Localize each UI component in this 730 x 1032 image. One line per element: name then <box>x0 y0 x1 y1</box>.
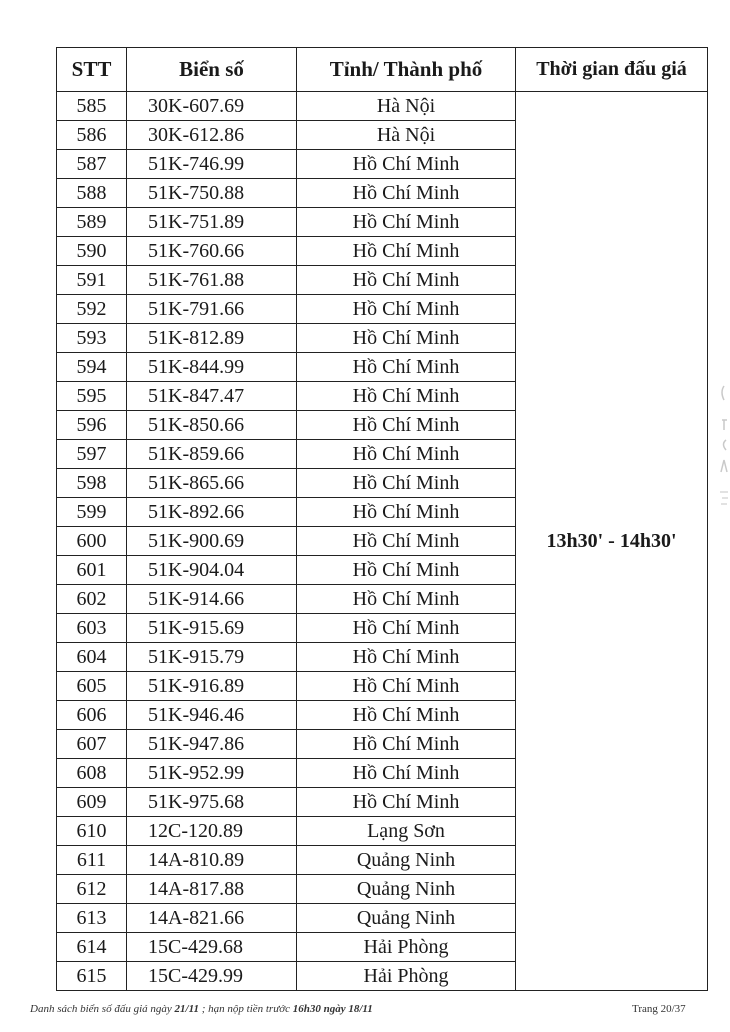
edge-stamp-fragment <box>718 380 730 510</box>
cell-stt: 603 <box>57 614 127 643</box>
cell-plate: 51K-844.99 <box>127 353 297 382</box>
plate-auction-table <box>56 47 708 991</box>
cell-stt: 611 <box>57 846 127 875</box>
cell-province: Hồ Chí Minh <box>297 672 516 701</box>
cell-province: Hà Nội <box>297 92 516 121</box>
cell-province: Hồ Chí Minh <box>297 759 516 788</box>
cell-plate: 51K-975.68 <box>127 788 297 817</box>
cell-plate: 51K-812.89 <box>127 324 297 353</box>
cell-province: Hồ Chí Minh <box>297 440 516 469</box>
cell-province: Hồ Chí Minh <box>297 208 516 237</box>
cell-stt: 607 <box>57 730 127 759</box>
cell-stt: 614 <box>57 933 127 962</box>
cell-plate: 51K-865.66 <box>127 469 297 498</box>
header-province: Tỉnh/ Thành phố <box>297 48 516 92</box>
cell-plate: 51K-952.99 <box>127 759 297 788</box>
cell-province: Hồ Chí Minh <box>297 527 516 556</box>
cell-plate: 51K-915.69 <box>127 614 297 643</box>
cell-plate: 51K-947.86 <box>127 730 297 759</box>
cell-stt: 597 <box>57 440 127 469</box>
footer-prefix: Danh sách biển số đấu giá ngày <box>30 1003 172 1015</box>
cell-stt: 591 <box>57 266 127 295</box>
cell-stt: 604 <box>57 643 127 672</box>
cell-province: Hồ Chí Minh <box>297 788 516 817</box>
header-stt: STT <box>57 48 127 92</box>
cell-plate: 51K-750.88 <box>127 179 297 208</box>
cell-plate: 51K-859.66 <box>127 440 297 469</box>
cell-plate: 51K-850.66 <box>127 411 297 440</box>
cell-province: Hồ Chí Minh <box>297 150 516 179</box>
cell-plate: 51K-916.89 <box>127 672 297 701</box>
footer-deadline: 16h30 ngày 18/11 <box>292 1003 373 1015</box>
cell-plate: 51K-847.47 <box>127 382 297 411</box>
cell-plate: 14A-810.89 <box>127 846 297 875</box>
cell-province: Hà Nội <box>297 121 516 150</box>
cell-stt: 608 <box>57 759 127 788</box>
cell-stt: 610 <box>57 817 127 846</box>
cell-province: Quảng Ninh <box>297 904 516 933</box>
cell-plate: 51K-900.69 <box>127 527 297 556</box>
cell-stt: 586 <box>57 121 127 150</box>
cell-stt: 590 <box>57 237 127 266</box>
cell-stt: 602 <box>57 585 127 614</box>
cell-plate: 51K-915.79 <box>127 643 297 672</box>
cell-plate: 51K-761.88 <box>127 266 297 295</box>
cell-province: Quảng Ninh <box>297 846 516 875</box>
cell-stt: 589 <box>57 208 127 237</box>
cell-province: Lạng Sơn <box>297 817 516 846</box>
cell-province: Hồ Chí Minh <box>297 179 516 208</box>
cell-plate: 51K-946.46 <box>127 701 297 730</box>
cell-province: Hồ Chí Minh <box>297 643 516 672</box>
cell-province: Hải Phòng <box>297 933 516 962</box>
cell-stt: 588 <box>57 179 127 208</box>
cell-province: Hồ Chí Minh <box>297 498 516 527</box>
cell-province: Hồ Chí Minh <box>297 469 516 498</box>
cell-province: Hồ Chí Minh <box>297 556 516 585</box>
header-auction-time: Thời gian đấu giá <box>516 48 708 92</box>
cell-stt: 599 <box>57 498 127 527</box>
cell-plate: 51K-760.66 <box>127 237 297 266</box>
header-plate: Biển số <box>127 48 297 92</box>
footer-note <box>30 1003 373 1015</box>
cell-province: Hồ Chí Minh <box>297 382 516 411</box>
cell-plate: 51K-746.99 <box>127 150 297 179</box>
cell-stt: 593 <box>57 324 127 353</box>
table-header-row <box>57 48 708 92</box>
cell-stt: 606 <box>57 701 127 730</box>
cell-plate: 51K-892.66 <box>127 498 297 527</box>
cell-province: Hồ Chí Minh <box>297 266 516 295</box>
cell-province: Hồ Chí Minh <box>297 701 516 730</box>
footer-middle: ; hạn nộp tiền trước <box>201 1003 290 1015</box>
cell-province: Hồ Chí Minh <box>297 585 516 614</box>
cell-province: Hải Phòng <box>297 962 516 991</box>
cell-province: Hồ Chí Minh <box>297 324 516 353</box>
table-row <box>57 92 708 121</box>
cell-plate: 51K-791.66 <box>127 295 297 324</box>
cell-plate: 12C-120.89 <box>127 817 297 846</box>
cell-plate: 30K-612.86 <box>127 121 297 150</box>
cell-stt: 612 <box>57 875 127 904</box>
cell-stt: 600 <box>57 527 127 556</box>
cell-stt: 605 <box>57 672 127 701</box>
page-number: Trang 20/37 <box>632 1003 686 1015</box>
cell-province: Hồ Chí Minh <box>297 353 516 382</box>
cell-plate: 15C-429.68 <box>127 933 297 962</box>
cell-stt: 587 <box>57 150 127 179</box>
cell-plate: 14A-817.88 <box>127 875 297 904</box>
cell-province: Hồ Chí Minh <box>297 295 516 324</box>
cell-auction-time: 13h30' - 14h30' <box>516 92 708 991</box>
cell-stt: 598 <box>57 469 127 498</box>
cell-province: Quảng Ninh <box>297 875 516 904</box>
cell-province: Hồ Chí Minh <box>297 730 516 759</box>
cell-stt: 592 <box>57 295 127 324</box>
cell-plate: 51K-751.89 <box>127 208 297 237</box>
cell-plate: 14A-821.66 <box>127 904 297 933</box>
cell-province: Hồ Chí Minh <box>297 237 516 266</box>
cell-stt: 585 <box>57 92 127 121</box>
cell-plate: 51K-914.66 <box>127 585 297 614</box>
cell-plate: 30K-607.69 <box>127 92 297 121</box>
cell-plate: 15C-429.99 <box>127 962 297 991</box>
cell-stt: 594 <box>57 353 127 382</box>
cell-stt: 601 <box>57 556 127 585</box>
cell-stt: 595 <box>57 382 127 411</box>
cell-province: Hồ Chí Minh <box>297 411 516 440</box>
cell-province: Hồ Chí Minh <box>297 614 516 643</box>
footer-auction-date: 21/11 <box>174 1003 199 1015</box>
cell-stt: 615 <box>57 962 127 991</box>
cell-plate: 51K-904.04 <box>127 556 297 585</box>
cell-stt: 613 <box>57 904 127 933</box>
cell-stt: 609 <box>57 788 127 817</box>
cell-stt: 596 <box>57 411 127 440</box>
